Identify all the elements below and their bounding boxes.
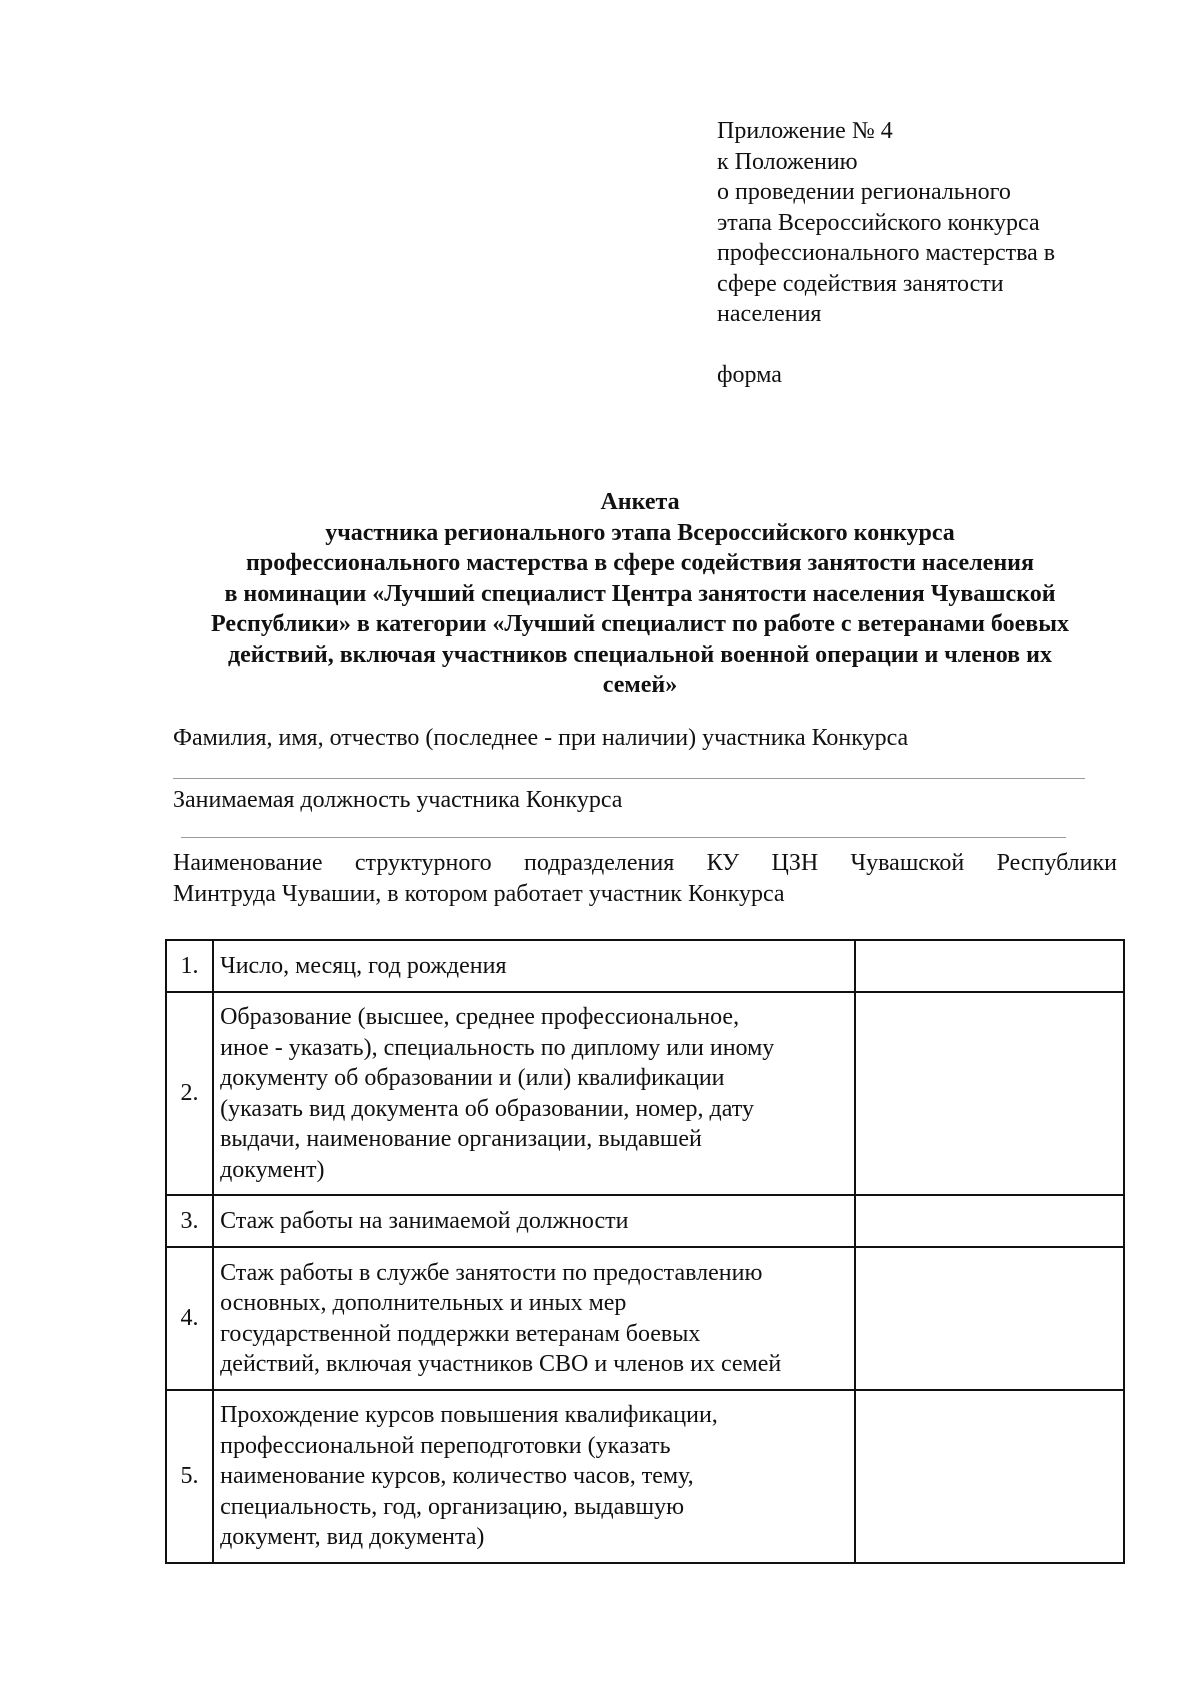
- title-line: семей»: [602, 672, 678, 698]
- table-row: [166, 1390, 1124, 1563]
- subdivision-line: Наименование структурного подразделения КУ ЦЗН Чувашской Республики: [173, 850, 1117, 876]
- title-line: действий, включая участников специальной военной операции и членов их: [228, 641, 1052, 668]
- row-description-line: Образование (высшее, среднее профессиональное,: [220, 1004, 740, 1030]
- row-number: 1.: [166, 940, 213, 992]
- row-description-line: документу об образовании и (или) квалификации: [220, 1065, 725, 1091]
- subdivision-label: [173, 848, 1117, 909]
- title-line: в номинации «Лучший специалист Центра занятости населения Чувашской: [224, 580, 1056, 607]
- appendix-header: [717, 116, 1137, 391]
- row-value-cell[interactable]: [855, 1195, 1124, 1247]
- appendix-line: Приложение № 4: [717, 118, 893, 144]
- row-description-line: Число, месяц, год рождения: [220, 952, 507, 979]
- table-row: [166, 1247, 1124, 1390]
- row-description-line: выдачи, наименование организации, выдавшей: [220, 1126, 702, 1152]
- position-label: Занимаемая должность участника Конкурса: [173, 787, 623, 813]
- appendix-line: к Положению: [717, 148, 858, 175]
- title-line: профессионального мастерства в сфере содействия занятости населения: [246, 550, 1034, 576]
- row-description-line: документ): [220, 1156, 325, 1183]
- appendix-line: о проведении регионального: [717, 179, 1011, 205]
- table-row: [166, 940, 1124, 992]
- appendix-line: сфере содействия занятости: [717, 270, 1004, 297]
- row-description-line: Прохождение курсов повышения квалификации,: [220, 1402, 718, 1429]
- full-name-field[interactable]: [173, 778, 1085, 779]
- row-value-cell[interactable]: [855, 940, 1124, 992]
- row-description-line: действий, включая участников СВО и членов их семей: [220, 1351, 782, 1377]
- row-description-line: основных, дополнительных и иных мер: [220, 1290, 627, 1316]
- table-row: [166, 992, 1124, 1195]
- row-description-line: государственной поддержки ветеранам боевых: [220, 1320, 701, 1347]
- row-description: [213, 1247, 855, 1390]
- row-description-line: иное - указать), специальность по диплому или иному: [220, 1034, 775, 1061]
- row-description: [213, 940, 855, 992]
- row-description: [213, 1195, 855, 1247]
- appendix-line: этапа Всероссийского конкурса: [717, 209, 1040, 236]
- row-number: 3.: [166, 1195, 213, 1247]
- row-description-line: (указать вид документа об образовании, номер, дату: [220, 1095, 754, 1122]
- title-line: Республики» в категории «Лучший специалист по работе с ветеранами боевых: [211, 611, 1069, 637]
- row-description: [213, 992, 855, 1195]
- appendix-line: населения: [717, 301, 822, 327]
- full-name-label: Фамилия, имя, отчество (последнее - при наличии) участника Конкурса: [173, 725, 909, 751]
- row-number: 5.: [166, 1390, 213, 1563]
- row-value-cell[interactable]: [855, 992, 1124, 1195]
- form-label: форма: [717, 362, 782, 388]
- row-description-line: документ, вид документа): [220, 1524, 485, 1551]
- row-value-cell[interactable]: [855, 1247, 1124, 1390]
- subdivision-line: Минтруда Чувашии, в котором работает участник Конкурса: [173, 880, 785, 907]
- row-description-line: специальность, год, организацию, выдавшую: [220, 1493, 685, 1520]
- appendix-line: профессионального мастерства в: [717, 240, 1056, 266]
- row-description: [213, 1390, 855, 1563]
- document-title: [160, 487, 1120, 701]
- table-row: [166, 1195, 1124, 1247]
- row-description-line: Стаж работы на занимаемой должности: [220, 1207, 629, 1234]
- row-number: 2.: [166, 992, 213, 1195]
- participant-info-table: [165, 939, 1125, 1564]
- row-description-line: наименование курсов, количество часов, тему,: [220, 1463, 694, 1490]
- row-value-cell[interactable]: [855, 1390, 1124, 1563]
- row-description-line: Стаж работы в службе занятости по предоставлению: [220, 1259, 763, 1286]
- row-number: 4.: [166, 1247, 213, 1390]
- title-line: участника регионального этапа Всероссийского конкурса: [325, 519, 955, 546]
- title-line: Анкета: [600, 489, 680, 515]
- position-field[interactable]: [181, 837, 1066, 838]
- row-description-line: профессиональной переподготовки (указать: [220, 1432, 671, 1459]
